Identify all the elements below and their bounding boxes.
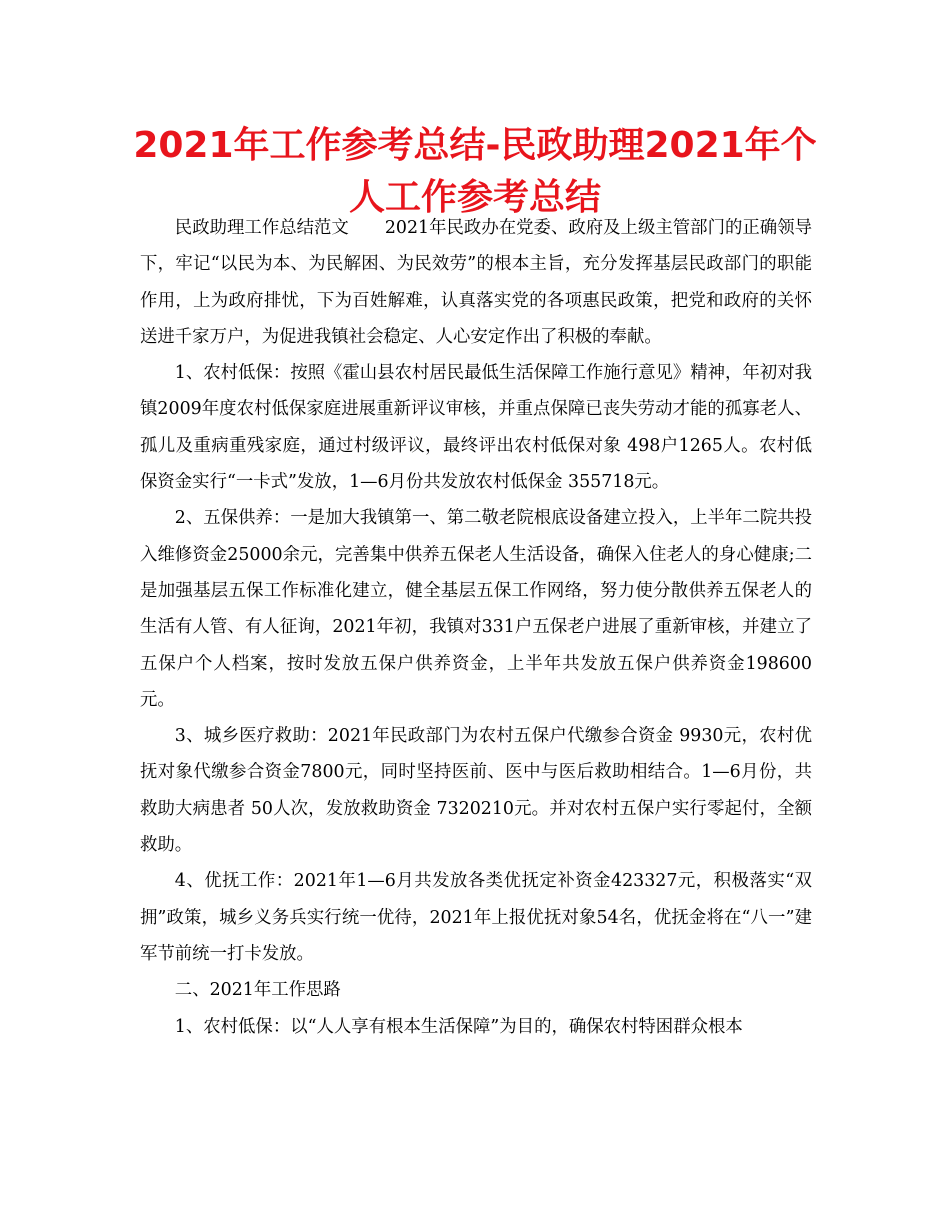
document-body	[140, 210, 812, 1045]
document-title: 2021年工作参考总结-民政助理2021年个人工作参考总结	[133, 125, 817, 218]
paragraph-five-guarantees: 2、五保供养：一是加大我镇第一、第二敬老院根底设备建立投入，上半年二院共投入维修资金25000余元，完善集中供养五保老人生活设备，确保入住老人的身心健康;二是加强基层五保工作标准化建立，健全基层五保工作网络，努力使分散供养五保老人的生活有人管、有人征询，2021年初，我镇对331户五保老户进展了重新审核，并建立了五保户个人档案，按时发放五保户供养资金，上半年共发放五保户供养资金198600元。	[140, 508, 812, 710]
intro-paragraph	[140, 210, 812, 355]
intro-text: 2021年民政办在党委、政府及上级主管部门的正确领导下，牢记“以民为本、为民解困、为民效劳”的根本主旨，充分发挥基层民政部门的职能作用，上为政府排忧，下为百姓解难，认真落实党的各项惠民政策，把党和政府的关怀送进千家万户，为促进我镇社会稳定、人心安定作出了积极的奉献。	[140, 218, 812, 347]
paragraph-plan-rural-subsistence: 1、农村低保：以“人人享有根本生活保障”为目的，确保农村特困群众根本	[174, 1016, 743, 1037]
section-heading-work-plan: 二、2021年工作思路	[174, 980, 341, 1001]
paragraph-medical-assistance: 3、城乡医疗救助：2021年民政部门为农村五保户代缴参合资金 9930元，农村优抚对象代缴参合资金7800元，同时坚持医前、医中与医后救助相结合。1—6月份，共救助大病患者 50人次，发放救助资金 7320210元。并对农村五保户实行零起付，全额救助。	[140, 726, 812, 856]
intro-label: 民政助理工作总结范文	[174, 218, 349, 238]
paragraph-rural-subsistence: 1、农村低保：按照《霍山县农村居民最低生活保障工作施行意见》精神，年初对我镇2009年度农村低保家庭进展重新评议审核，并重点保障已丧失劳动才能的孤寡老人、孤儿及重病重残家庭，通过村级评议，最终评出农村低保对象 498户1265人。农村低保资金实行“一卡式”发放，1—6月份共发放农村低保金 355718元。	[140, 363, 812, 493]
paragraph-preferential-treatment: 4、优抚工作：2021年1—6月共发放各类优抚定补资金423327元，积极落实“双拥”政策，城乡义务兵实行统一优待，2021年上报优抚对象54名，优抚金将在“八一”建军节前统一打卡发放。	[140, 871, 812, 964]
